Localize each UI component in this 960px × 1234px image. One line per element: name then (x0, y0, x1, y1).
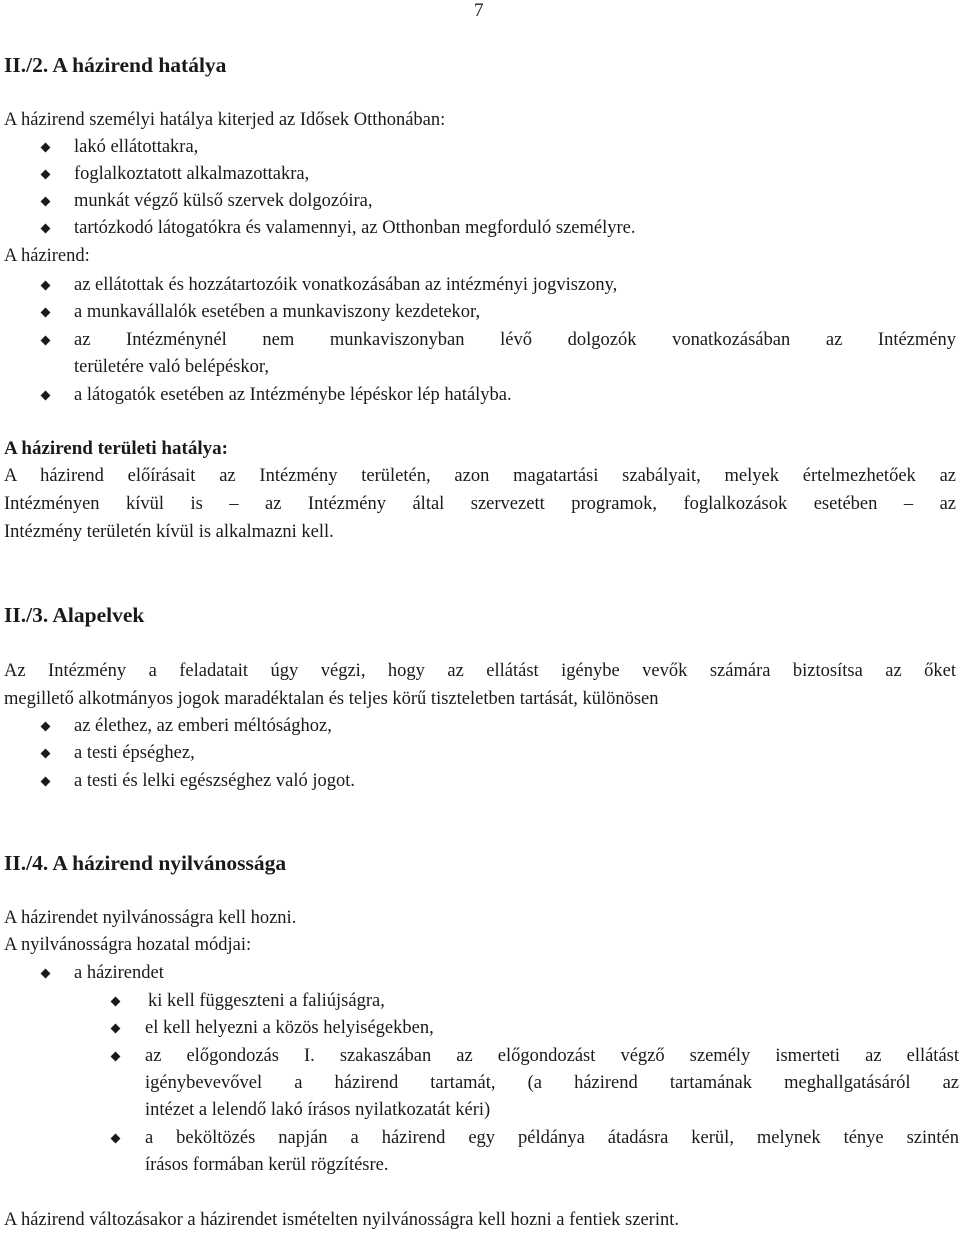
list-item: munkát végző külső szervek dolgozóira, (74, 191, 373, 211)
sub-list-item: el kell helyezni a közös helyiségekben, (145, 1018, 434, 1038)
list-item: a látogatók esetében az Intézménybe lépéskor lép hatályba. (74, 385, 512, 405)
page-number: 7 (474, 0, 484, 21)
paragraph-line: A házirend előírásait az Intézmény területén, azon magatartási szabályait, melyek értelmezhetőek az (4, 466, 956, 486)
effect-intro: A házirend: (4, 246, 90, 266)
paragraph-line: megillető alkotmányos jogok maradéktalan és teljes körű tiszteletben tartását, különösen (4, 689, 659, 709)
paragraph-line: A nyilvánosságra hozatal módjai: (4, 935, 252, 955)
bullet-diamond-icon (39, 960, 53, 987)
list-item: a munkavállalók esetében a munkaviszony kezdetekor, (74, 302, 481, 322)
list-item: tartózkodó látogatókra és valamennyi, az Otthonban megforduló személyre. (74, 218, 636, 238)
sub-list-item-continuation: intézet a lelendő lakó írásos nyilatkozatát kéri) (145, 1100, 491, 1120)
paragraph-line: A házirendet nyilvánosságra kell hozni. (4, 908, 297, 928)
paragraph-line: Az Intézmény a feladatait úgy végzi, hogy az ellátást igénybe vevők számára biztosítsa az őket (4, 661, 956, 681)
personal-scope-intro: A házirend személyi hatálya kiterjed az Idősek Otthonában: (4, 110, 446, 130)
sub-list-item-continuation: igénybevevővel a házirend tartamát, (a házirend tartamának meghallgatásáról az (145, 1073, 959, 1093)
bullet-diamond-icon (109, 1015, 123, 1042)
list-item: a testi és lelki egészséghez való jogot. (74, 771, 356, 791)
sub-list-item-continuation: írásos formában kerül rögzítésre. (145, 1155, 389, 1175)
bullet-diamond-icon (39, 768, 53, 795)
bullet-diamond-icon (39, 299, 53, 326)
section-heading-scope: II./2. A házirend hatálya (4, 53, 227, 77)
list-item-continuation: területére való belépéskor, (74, 357, 269, 377)
sub-list-item: ki kell függeszteni a faliújságra, (148, 991, 385, 1011)
section-heading-principles: II./3. Alapelvek (4, 603, 145, 627)
list-item: foglalkoztatott alkalmazottakra, (74, 164, 310, 184)
list-item: a testi épséghez, (74, 743, 195, 763)
paragraph-line: Intézményen kívül is – az Intézmény által szervezett programok, foglalkozások esetében – az (4, 494, 956, 514)
bullet-diamond-icon (39, 713, 53, 740)
bullet-diamond-icon (39, 188, 53, 215)
list-item: az ellátottak és hozzátartozóik vonatkozásában az intézményi jogviszony, (74, 275, 618, 295)
bullet-diamond-icon (39, 215, 53, 242)
sub-list-item: a beköltözés napján a házirend egy példánya átadásra kerül, melynek ténye szintén (145, 1128, 959, 1148)
bullet-diamond-icon (109, 1043, 123, 1070)
list-item: a házirendet (74, 963, 164, 983)
list-item: az élethez, az emberi méltósághoz, (74, 716, 332, 736)
closing-line: A házirend változásakor a házirendet ismételten nyilvánosságra kell hozni a fentiek szerint. (4, 1210, 679, 1230)
paragraph-line: Intézmény területén kívül is alkalmazni kell. (4, 522, 334, 542)
bullet-diamond-icon (39, 327, 53, 354)
bullet-diamond-icon (39, 740, 53, 767)
bullet-diamond-icon (39, 272, 53, 299)
bullet-diamond-icon (39, 134, 53, 161)
sub-list-item: az előgondozás I. szakaszában az előgondozást végző személy ismerteti az ellátást (145, 1046, 959, 1066)
section-heading-publicity: II./4. A házirend nyilvánossága (4, 851, 287, 875)
bullet-diamond-icon (109, 1125, 123, 1152)
bullet-diamond-icon (39, 382, 53, 409)
list-item: lakó ellátottakra, (74, 137, 199, 157)
bullet-diamond-icon (109, 988, 123, 1015)
territorial-heading: A házirend területi hatálya: (4, 438, 228, 459)
list-item: az Intézménynél nem munkaviszonyban lévő dolgozók vonatkozásában az Intézmény (74, 330, 956, 350)
bullet-diamond-icon (39, 161, 53, 188)
